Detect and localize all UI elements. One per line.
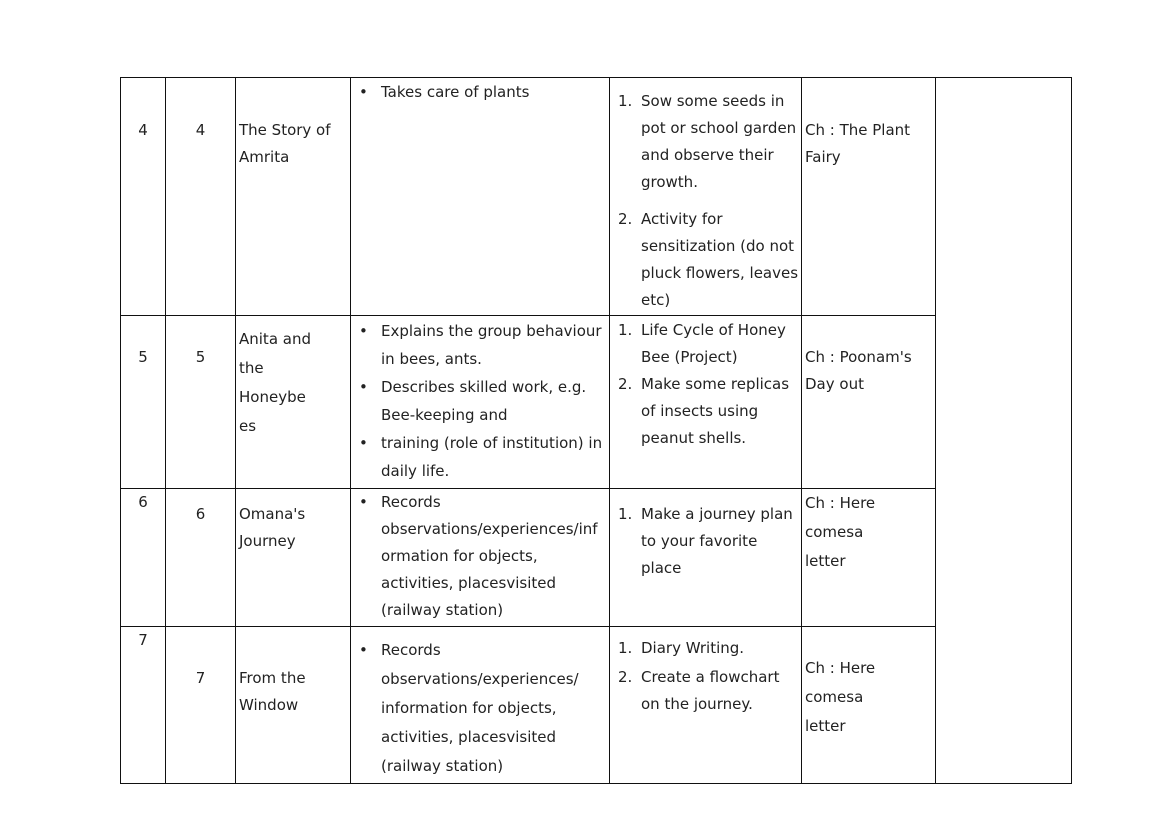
objectives-cell — [351, 627, 610, 784]
objectives-list — [351, 316, 609, 485]
activities-cell — [610, 78, 802, 316]
serial-number-cell — [121, 316, 166, 489]
lesson-cell — [236, 316, 351, 489]
objectives-cell — [351, 316, 610, 489]
lesson-cell — [236, 78, 351, 316]
objective-item: • Records observations/experiences/ information for objects, activities, placesvisited (railway station) — [351, 636, 585, 781]
serial-number: 5 — [138, 348, 148, 366]
activity-item: 2. Create a flowchart on the journey. — [618, 668, 780, 713]
activities-cell — [610, 489, 802, 627]
resource-cell — [802, 78, 936, 316]
activities-list — [610, 78, 801, 314]
week-cell — [166, 489, 236, 627]
lesson-cell — [236, 489, 351, 627]
objectives-cell — [351, 78, 610, 316]
lesson-title: Anita and the Honeybe es — [239, 330, 311, 435]
objectives-list — [351, 627, 609, 781]
objective-item: • Records observations/experiences/inf ormation for objects, activities, placesvisited (railway station) — [351, 489, 603, 624]
table-row — [121, 316, 1072, 489]
lesson-title: The Story of Amrita — [239, 121, 331, 166]
resource-text: Ch : Poonam's Day out — [805, 348, 912, 393]
activities-cell — [610, 627, 802, 784]
lesson-title: From the Window — [239, 669, 306, 714]
resource-text: Ch : Here comesa letter — [805, 659, 876, 735]
serial-number: 4 — [138, 121, 148, 139]
week-number: 4 — [195, 121, 206, 139]
objective-item: • Describes skilled work, e.g. Bee-keeping and — [351, 373, 609, 429]
week-cell — [166, 627, 236, 784]
serial-number-cell — [121, 78, 166, 316]
objective-item: • training (role of institution) in daily life. — [351, 429, 609, 485]
activities-cell — [610, 316, 802, 489]
objective-item: • Explains the group behaviour in bees, ants. — [351, 317, 609, 373]
lesson-cell — [236, 627, 351, 784]
activities-list — [610, 627, 801, 718]
lesson-title: Omana's Journey — [239, 505, 306, 550]
resource-cell — [802, 489, 936, 627]
activities-list — [610, 489, 801, 582]
serial-number-cell — [121, 489, 166, 627]
week-cell — [166, 78, 236, 316]
table-row — [121, 627, 1072, 784]
objectives-list — [351, 78, 609, 106]
activity-item: 2. Make some replicas of insects using peanut shells. — [618, 375, 790, 447]
activity-item: 1. Make a journey plan to your favorite place — [618, 505, 793, 577]
lesson-plan-table — [120, 77, 1072, 784]
week-number: 6 — [195, 505, 206, 523]
week-cell — [166, 316, 236, 489]
resource-text: Ch : Here comesa letter — [805, 494, 876, 570]
activity-item: 1. Diary Writing. — [618, 639, 745, 657]
table-row — [121, 489, 1072, 627]
week-number: 7 — [195, 669, 206, 687]
table-row — [121, 78, 1072, 316]
week-number: 5 — [195, 348, 206, 366]
resource-cell — [802, 316, 936, 489]
objective-item: • Takes care of plants — [351, 79, 609, 106]
objectives-list — [351, 489, 609, 624]
activity-item: 1. Sow some seeds in pot or school garden and observe their growth. — [618, 92, 797, 191]
serial-number-cell — [121, 627, 166, 784]
objectives-cell — [351, 489, 610, 627]
remarks-cell — [936, 78, 1072, 784]
activity-item: 1. Life Cycle of Honey Bee (Project) — [618, 321, 786, 366]
serial-number: 6 — [138, 493, 148, 511]
resource-cell — [802, 627, 936, 784]
serial-number: 7 — [138, 631, 148, 649]
resource-text: Ch : The Plant Fairy — [805, 121, 911, 166]
activity-item: 2. Activity for sensitization (do not pluck flowers, leaves etc) — [618, 210, 799, 309]
activities-list — [610, 316, 801, 452]
